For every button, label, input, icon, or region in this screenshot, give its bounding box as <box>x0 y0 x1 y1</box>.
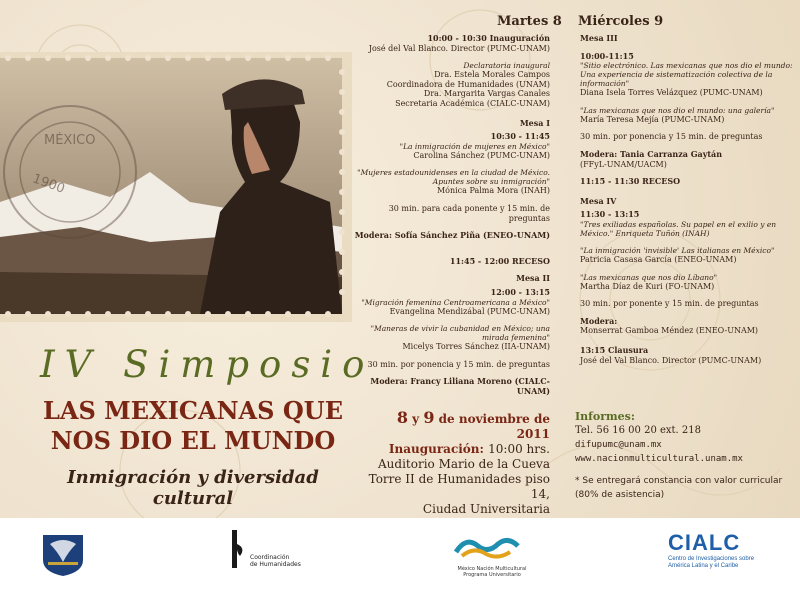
mnm-line-1: México Nación Multicultural <box>457 566 527 572</box>
stamp-country: MÉXICO <box>44 133 96 148</box>
schedule-item <box>580 132 795 142</box>
unam-logo <box>38 532 88 582</box>
talk-title: "La inmigración de mujeres en México" <box>399 141 550 151</box>
event-inauguration <box>360 442 550 457</box>
schedule-text: José del Val Blanco. Director (PUMC-UNAM) <box>580 355 762 365</box>
schedule-text: Evangelina Mendizábal (PUMC-UNAM) <box>389 306 550 316</box>
schedule-text: 30 min. por ponencia y 15 min. de preguntas <box>367 359 550 369</box>
schedule-item <box>354 231 550 241</box>
event-month-year: de noviembre de 2011 <box>438 412 550 441</box>
main-title-line-2: NOS DIO EL MUNDO <box>50 426 336 455</box>
main-title <box>38 396 348 456</box>
talk-title: "Sitio electrónico. Las mexicanas que nos dio el mundo: Una experiencia de sistematización colectiva de la información" <box>580 61 793 89</box>
info-email[interactable]: difupumc@unam.mx <box>575 440 662 450</box>
stamp-year: 1900 <box>30 171 67 197</box>
inauguration-time: 10:00 hrs. <box>488 442 550 456</box>
schedule-item <box>580 150 795 169</box>
day-header-2: Miércoles 9 <box>578 14 664 29</box>
schedule-item <box>354 132 550 160</box>
wave-icon <box>452 532 532 562</box>
schedule-heading: 10:00 - 10:30 Inauguración <box>427 33 550 43</box>
coordinacion-mark-icon <box>232 530 246 574</box>
talk-title: "Mujeres estadounidenses en la ciudad de México. Apuntes sobre su inmigración" <box>357 168 550 187</box>
talk-title: "Migración femenina Centroamericana a México" <box>361 297 550 307</box>
schedule-text: Monserrat Gamboa Méndez (ENEO-UNAM) <box>580 326 759 336</box>
schedule-heading: 10:30 - 11:45 <box>490 131 550 142</box>
mnm-line-2: Programa Universitario <box>463 572 521 578</box>
schedule-item <box>354 204 550 223</box>
talk-title: Declaratoria inaugural <box>463 61 550 71</box>
schedule-item <box>580 177 795 187</box>
schedule-heading: 13:15 Clausura <box>580 344 649 355</box>
schedule-heading: 11:15 - 11:30 RECESO <box>580 176 681 187</box>
footer-logos <box>0 518 800 600</box>
schedule-item <box>580 197 795 207</box>
event-day-2: 9 <box>423 408 435 427</box>
subtitle: Inmigración y diversidad cultural <box>67 467 319 509</box>
talk-title: "Las mexicanas que nos dio el mundo: una galería" <box>580 105 775 115</box>
event-address-2: Ciudad Universitaria <box>422 502 550 516</box>
schedule-item <box>580 273 795 292</box>
schedule-item <box>580 317 795 336</box>
schedule-text: Micelys Torres Sánchez (IIA-UNAM) <box>402 342 550 352</box>
schedule-text: Dra. Estela Morales Campos <box>434 70 550 80</box>
schedule-heading: Modera: <box>580 315 618 326</box>
schedule-text: Martha Díaz de Kuri (FO-UNAM) <box>580 281 715 291</box>
day-header-1: Martes 8 <box>497 14 562 29</box>
info-note: * Se entregará constancia con valor curricular (80% de asistencia) <box>575 476 783 500</box>
schedule-text: (FFyL-UNAM/UACM) <box>580 159 667 169</box>
schedule-text: Secretaria Académica (CIALC-UNAM) <box>395 98 550 108</box>
schedule-item <box>580 52 795 98</box>
talk-title: "La inmigración 'invisible' Las italianas en México" <box>580 245 775 255</box>
schedule-text: 30 min. por ponencia y 15 min. de preguntas <box>580 132 763 142</box>
schedule-text: Mónica Palma Mora (INAH) <box>436 186 550 196</box>
schedule-item <box>354 61 550 80</box>
schedule-item <box>580 106 795 125</box>
schedule-heading: Mesa IV <box>580 195 617 206</box>
info-phone: Tel. 56 16 00 20 ext. 218 <box>575 425 702 436</box>
event-address-1: Torre II de Humanidades piso 14, <box>368 472 550 501</box>
schedule-heading: 11:45 - 12:00 RECESO <box>449 255 550 266</box>
schedule-text: 30 min. por ponente y 15 min. de preguntas <box>580 299 759 309</box>
cialc-logo <box>668 530 768 570</box>
schedule-text: Dra. Margarita Vargas Canales <box>423 89 550 99</box>
event-dates-and: y <box>412 412 420 426</box>
contact-info <box>575 410 795 502</box>
schedule-heading: Mesa II <box>516 273 550 284</box>
event-day-1: 8 <box>396 408 408 427</box>
event-details <box>360 410 550 517</box>
unam-shield-icon <box>38 532 88 578</box>
schedule-heading: 11:30 - 13:15 <box>580 209 640 220</box>
schedule-item <box>580 246 795 265</box>
schedule-heading: Mesa I <box>519 117 550 128</box>
schedule-item <box>354 274 550 284</box>
schedule-heading: Modera: Sofía Sánchez Piña (ENEO-UNAM) <box>354 230 550 241</box>
schedule-item <box>354 99 550 109</box>
schedule-item <box>580 346 795 365</box>
schedule-item <box>354 34 550 53</box>
schedule-item <box>580 299 795 309</box>
cialc-line-1: Centro de Investigaciones sobre <box>668 556 755 562</box>
schedule-item <box>580 210 795 238</box>
main-title-line-1: LAS MEXICANAS QUE <box>43 396 343 425</box>
schedule-heading: Modera: Francy Liliana Moreno (CIALC-UNAM) <box>370 376 550 396</box>
coordinacion-line-1: Coordinación <box>250 554 290 561</box>
schedule-item <box>354 288 550 316</box>
schedule-text: Coordinadora de Humanidades (UNAM) <box>386 79 550 89</box>
schedule-text: Diana Isela Torres Velázquez (PUMC-UNAM) <box>580 88 763 98</box>
talk-title: "Las mexicanas que nos dio Líbano" <box>580 272 718 282</box>
talk-title: "Tres exiliadas españolas. Su papel en el exilio y en México." Enriqueta Tuñón (INAH) <box>580 219 777 238</box>
schedule-item <box>354 360 550 370</box>
schedule-item <box>354 89 550 99</box>
schedule-text: Carolina Sánchez (PUMC-UNAM) <box>413 150 550 160</box>
info-website[interactable]: www.nacionmulticultural.unam.mx <box>575 454 743 464</box>
schedule-text: 30 min. para cada ponente y 15 min. de preguntas <box>388 203 550 223</box>
event-dates <box>360 410 550 442</box>
schedule-item <box>354 119 550 129</box>
schedule-heading: 12:00 - 13:15 <box>490 286 550 297</box>
schedule-heading: Mesa III <box>580 33 618 43</box>
coordinacion-line-2: de Humanidades <box>250 561 301 568</box>
schedule-column-2 <box>580 34 795 365</box>
schedule-item <box>354 80 550 90</box>
schedule-text: Patricia Casasa García (ENEO-UNAM) <box>580 254 737 264</box>
inauguration-label: Inauguración: <box>388 442 484 456</box>
stamp-photo <box>0 52 352 322</box>
schedule-text: José del Val Blanco. Director (PUMC-UNAM) <box>368 43 550 53</box>
info-heading: Informes: <box>575 410 635 423</box>
event-venue: Auditorio Mario de la Cueva <box>378 457 550 471</box>
schedule-column-1 <box>354 34 550 396</box>
schedule-item <box>354 324 550 352</box>
schedule-text: María Teresa Mejía (PUMC-UNAM) <box>580 114 725 124</box>
schedule-heading: 10:00-11:15 <box>580 50 634 61</box>
schedule-item <box>580 34 795 44</box>
cialc-line-2: América Latina y el Caribe <box>668 563 739 569</box>
schedule-item <box>354 168 550 196</box>
schedule-heading: Modera: Tania Carranza Gaytán <box>580 148 723 159</box>
schedule-item <box>354 257 550 267</box>
symposium-title: IV Simposio <box>40 343 375 386</box>
mexico-nacion-multicultural-logo <box>452 532 532 578</box>
talk-title: "Maneras de vivir la cubanidad en México; una mirada femenina" <box>370 324 550 343</box>
cialc-name: CIALC <box>668 530 741 555</box>
schedule-item <box>354 377 550 396</box>
